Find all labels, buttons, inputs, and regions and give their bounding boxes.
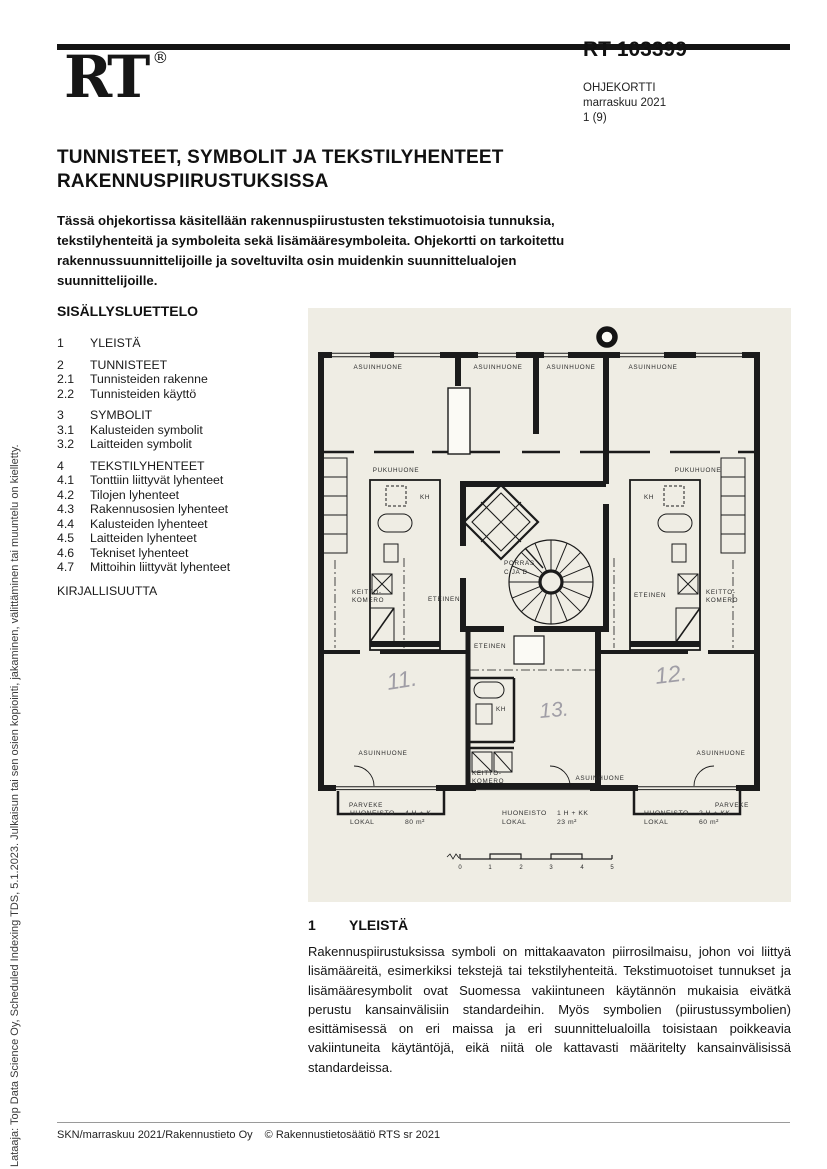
vent-ring-symbol (599, 329, 615, 345)
caption-text: 80 m² (405, 819, 425, 826)
section-1-title: YLEISTÄ (349, 917, 409, 933)
section-1-number: 1 (308, 917, 316, 933)
apartment-numbers (385, 659, 689, 723)
caption-text: HUONEISTO (350, 810, 395, 817)
room-label: PUKUHUONE (674, 467, 722, 474)
footer-rule (57, 1122, 790, 1123)
caption-text: 2 H + KK (699, 810, 731, 817)
toc-item: 1 YLEISTÄ (57, 336, 141, 350)
apartment-number: 12. (653, 659, 689, 689)
toc-item: 4.4 Kalusteiden lyhenteet (57, 516, 208, 531)
caption-text: LOKAL (502, 819, 527, 826)
caption-text: HUONEISTO (502, 810, 547, 817)
toc-item: 2.1 Tunnisteiden rakenne (57, 372, 208, 386)
room-label: C JA D (504, 569, 528, 576)
caption-text: 60 m² (699, 819, 719, 826)
room-label: ETEINEN (474, 643, 507, 650)
rt-logo-text: RT (64, 43, 147, 111)
caption-text: LOKAL (644, 819, 669, 826)
doc-date: marraskuu 2021 (583, 97, 667, 109)
plan-room-labels (349, 364, 749, 809)
caption-text: HUONEISTO (644, 810, 689, 817)
toc-item: 4.1 Tonttiin liittyvät lyhenteet (57, 473, 224, 487)
room-label: KH (420, 494, 431, 501)
room-label: PARVEKE (348, 802, 384, 809)
toc-item: 4.2 Tilojen lyhenteet (57, 487, 180, 502)
toc-item: 4 TEKSTILYHENTEET (57, 458, 205, 473)
page-title (57, 146, 504, 193)
card-code: RT 103399 (583, 38, 687, 61)
floor-plan-drawing (308, 308, 791, 902)
scale-tick: 5 (610, 865, 614, 871)
toc-literature: KIRJALLISUUTTA (57, 583, 158, 598)
apartment-captions (350, 810, 730, 826)
apartment-number: 13. (538, 697, 570, 723)
scale-labels (458, 865, 614, 871)
download-copyright-note: Lataaja: Top Data Science Oy, Scheduled Indexing TDS, 5.1.2023. Julkaisun tai sen osien kopiointi, jakaminen, välittäminen tai muuntelu on kielletty. (9, 444, 21, 1167)
toc-item: 4.3 Rakennusosien lyhenteet (57, 502, 229, 516)
room-label: ASUINHUONE (353, 364, 403, 371)
caption-text: LOKAL (350, 819, 375, 826)
room-label: KH (496, 706, 507, 713)
caption-text: 4 H + K (405, 810, 432, 817)
room-label: ETEINEN (634, 592, 667, 599)
card-meta (583, 81, 687, 126)
room-label: ASUINHUONE (473, 364, 523, 371)
footer-copyright: © Rakennustietosäätiö RTS sr 2021 (264, 1129, 441, 1141)
table-of-contents (57, 303, 302, 598)
section-1-heading (308, 917, 791, 933)
floor-plan-figure (308, 308, 791, 902)
doc-type: OHJEKORTTI (583, 82, 656, 94)
rt-logo (64, 43, 169, 121)
toc-item: 4.5 Laitteiden lyhenteet (57, 531, 197, 545)
room-label: PUKUHUONE (372, 467, 420, 474)
scale-tick: 3 (549, 865, 553, 871)
toc-item: 2 TUNNISTEET (57, 357, 168, 372)
intro-paragraph: Tässä ohjekortissa käsitellään rakennuspiirustusten tekstimuotoisia tunnuksia, tekstilyhenteitä ja symboleita sekä lisämääresymboleita. Ohjekortti on tarkoitettu rakennussuunnittelijoille ja soveltuvilta osin muidenkin suunnittelualojen suunnittelijoille. (57, 213, 565, 288)
caption-text: 23 m² (557, 819, 577, 826)
apartment-number: 11. (384, 664, 419, 695)
toc-heading: SISÄLLYSLUETTELO (57, 303, 199, 319)
page-number: 1 (9) (583, 112, 607, 124)
room-label: KOMERO (472, 778, 505, 785)
toc-item: 3.1 Kalusteiden symbolit (57, 422, 203, 437)
caption-text: 1 H + KK (557, 810, 589, 817)
room-label: ASUINHUONE (575, 775, 625, 782)
room-label: KOMERO (352, 597, 385, 604)
room-label: ASUINHUONE (546, 364, 596, 371)
header-right (583, 38, 687, 126)
room-label: ASUINHUONE (628, 364, 678, 371)
scale-tick: 2 (519, 865, 523, 871)
scale-tick: 4 (580, 865, 584, 871)
room-label: ETEINEN (428, 596, 461, 603)
registered-trademark-icon: ® (152, 48, 169, 67)
title-line-1: TUNNISTEET, SYMBOLIT JA TEKSTILYHENTEET (57, 147, 504, 168)
scale-tick: 0 (458, 865, 462, 871)
toc-item: 3.2 Laitteiden symbolit (57, 437, 192, 451)
spiral-stair-symbol (509, 540, 593, 624)
room-label: PARVEKE (714, 802, 750, 809)
room-label: KEITTO- (472, 770, 502, 777)
room-label: KH (644, 494, 655, 501)
section-1-body: Rakennuspiirustuksissa symboli on mittakaavaton piirrosilmaisu, johon voi liittyä lisämääreitä, esimerkiksi tekstejä tai tekstilyhenteitä. Tekstimuotoiset tunnukset ja lisämääresymbolit ovat Suomessa vakiintuneen käytännön mukaisia eivätkä perustu kansainvälisiin standardeihin. Myös symbolien (piirustussymbolien) esittämisessä on eri maissa ja eri suunnittelualoilla toisistaan poikkeavia vakiintuneita käytäntöjä, eikä niitä ole kattavasti määritelty kansainvälisissä standardeissa. (308, 944, 791, 1075)
section-1 (308, 917, 791, 1077)
room-label: ASUINHUONE (358, 750, 408, 757)
scale-bar (447, 854, 612, 859)
room-label: PORRAS (504, 560, 535, 567)
room-label: KOMERO (706, 597, 739, 604)
toc-item: 4.7 Mittoihin liittyvät lyhenteet (57, 560, 231, 574)
footer (57, 1129, 440, 1141)
room-label: KEITTO- (352, 589, 382, 596)
title-line-2: RAKENNUSPIIRUSTUKSISSA (57, 170, 329, 192)
toc-item: 2.2 Tunnisteiden käyttö (57, 386, 197, 401)
room-label: ASUINHUONE (696, 750, 746, 757)
room-label: KEITTO- (706, 589, 736, 596)
scale-tick: 1 (488, 865, 492, 871)
footer-publisher: SKN/marraskuu 2021/Rakennustieto Oy (57, 1129, 253, 1141)
toc-item: 3 SYMBOLIT (57, 408, 153, 422)
toc-item: 4.6 Tekniset lyhenteet (57, 545, 189, 560)
